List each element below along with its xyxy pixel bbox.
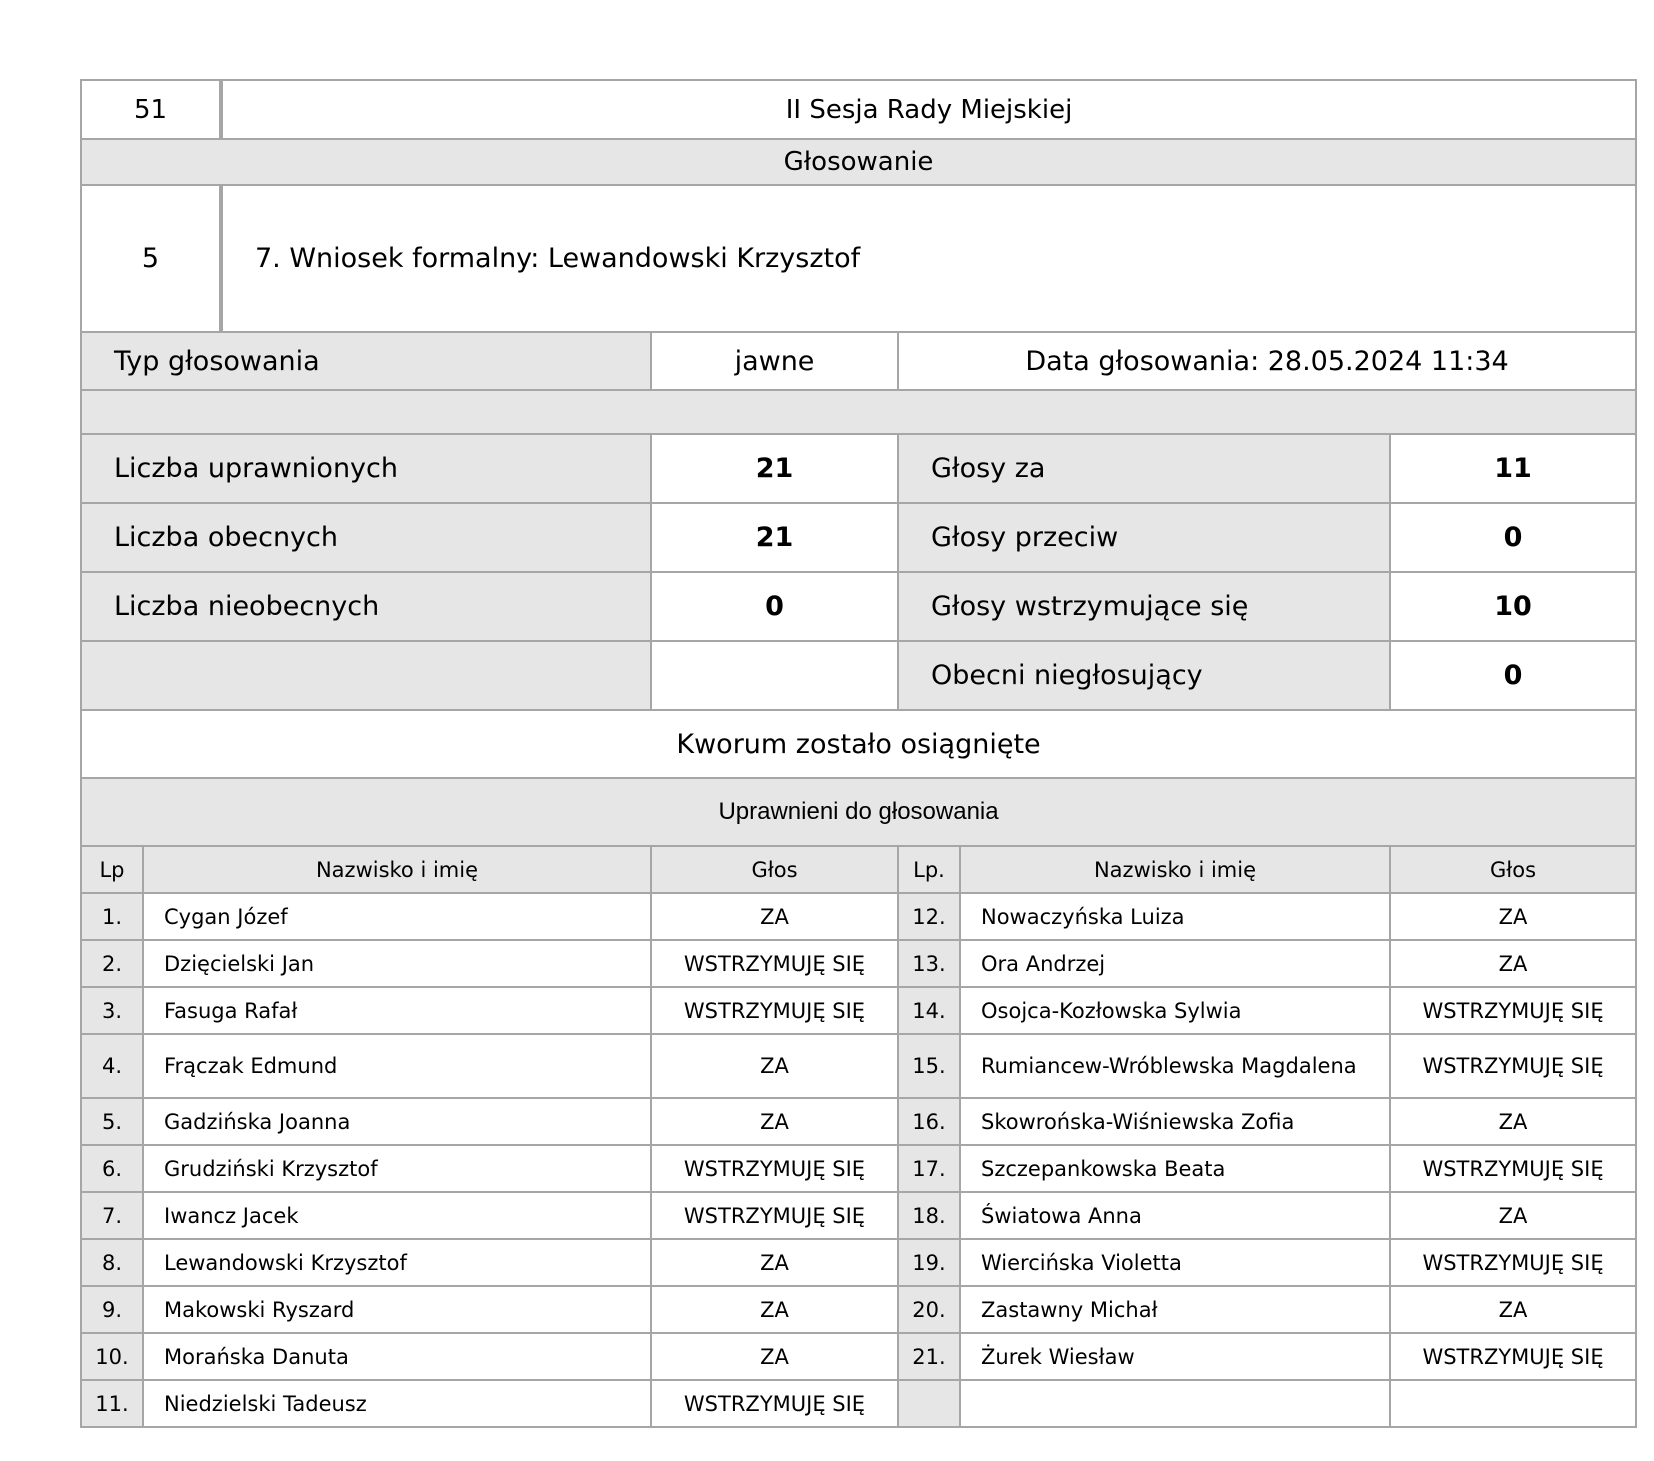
voter-vote: ZA bbox=[651, 1098, 898, 1145]
voter-vote: ZA bbox=[651, 1239, 898, 1286]
voter-name: Grudziński Krzysztof bbox=[143, 1145, 651, 1192]
voter-lp: 1. bbox=[81, 893, 143, 940]
col-vote-right: Głos bbox=[1390, 846, 1636, 893]
voter-name: Makowski Ryszard bbox=[143, 1286, 651, 1333]
voter-name: Żurek Wiesław bbox=[960, 1333, 1390, 1380]
spacer-row bbox=[81, 390, 1636, 434]
table-row bbox=[81, 1145, 1636, 1192]
voter-name: Rumiancew-Wróblewska Magdalena bbox=[960, 1034, 1390, 1098]
quorum-status: Kworum zostało osiągnięte bbox=[81, 710, 1636, 778]
votes-against-count: 0 bbox=[1390, 503, 1636, 572]
voter-vote: ZA bbox=[1390, 1192, 1636, 1239]
abstain-count: 10 bbox=[1390, 572, 1636, 641]
voter-lp: 21. bbox=[898, 1333, 960, 1380]
voter-vote: WSTRZYMUJĘ SIĘ bbox=[651, 1145, 898, 1192]
votes-for-label: Głosy za bbox=[898, 434, 1390, 503]
voter-vote: WSTRZYMUJĘ SIĘ bbox=[1390, 1034, 1636, 1098]
table-row bbox=[81, 1286, 1636, 1333]
present-count: 21 bbox=[651, 503, 898, 572]
voter-vote: WSTRZYMUJĘ SIĘ bbox=[651, 1192, 898, 1239]
voter-vote: ZA bbox=[1390, 893, 1636, 940]
voter-name: Morańska Danuta bbox=[143, 1333, 651, 1380]
voter-lp: 10. bbox=[81, 1333, 143, 1380]
voter-name: Fasuga Rafał bbox=[143, 987, 651, 1034]
voter-vote bbox=[1390, 1380, 1636, 1427]
voter-lp: 7. bbox=[81, 1192, 143, 1239]
not-voting-label: Obecni niegłosujący bbox=[898, 641, 1390, 710]
item-number: 5 bbox=[81, 185, 221, 332]
voter-vote: ZA bbox=[1390, 1098, 1636, 1145]
voter-name: Skowrońska-Wiśniewska Zofia bbox=[960, 1098, 1390, 1145]
voter-vote: ZA bbox=[651, 893, 898, 940]
voter-name: Osojca-Kozłowska Sylwia bbox=[960, 987, 1390, 1034]
session-number: 51 bbox=[81, 80, 221, 139]
voter-name: Ora Andrzej bbox=[960, 940, 1390, 987]
empty-cell bbox=[651, 641, 898, 710]
table-row bbox=[81, 1239, 1636, 1286]
col-lp-left: Lp bbox=[81, 846, 143, 893]
table-row bbox=[81, 1192, 1636, 1239]
not-voting-count: 0 bbox=[1390, 641, 1636, 710]
table-row bbox=[81, 1380, 1636, 1427]
voter-name: Cygan Józef bbox=[143, 893, 651, 940]
voter-lp: 2. bbox=[81, 940, 143, 987]
voter-name: Dzięcielski Jan bbox=[143, 940, 651, 987]
voter-name: Światowa Anna bbox=[960, 1192, 1390, 1239]
voter-vote: WSTRZYMUJĘ SIĘ bbox=[651, 987, 898, 1034]
votes-against-label: Głosy przeciw bbox=[898, 503, 1390, 572]
voter-vote: ZA bbox=[1390, 940, 1636, 987]
voter-lp: 15. bbox=[898, 1034, 960, 1098]
voter-lp: 9. bbox=[81, 1286, 143, 1333]
voter-vote: ZA bbox=[651, 1286, 898, 1333]
absent-count: 0 bbox=[651, 572, 898, 641]
voter-lp: 19. bbox=[898, 1239, 960, 1286]
voter-lp: 18. bbox=[898, 1192, 960, 1239]
voter-lp: 12. bbox=[898, 893, 960, 940]
table-row bbox=[81, 940, 1636, 987]
vote-date: Data głosowania: 28.05.2024 11:34 bbox=[898, 332, 1636, 390]
voter-lp: 4. bbox=[81, 1034, 143, 1098]
voter-vote: WSTRZYMUJĘ SIĘ bbox=[1390, 1239, 1636, 1286]
absent-label: Liczba nieobecnych bbox=[81, 572, 651, 641]
voter-lp: 3. bbox=[81, 987, 143, 1034]
col-name-right: Nazwisko i imię bbox=[960, 846, 1390, 893]
eligible-label: Liczba uprawnionych bbox=[81, 434, 651, 503]
section-title: Głosowanie bbox=[81, 139, 1636, 185]
voter-lp: 17. bbox=[898, 1145, 960, 1192]
voter-lp: 14. bbox=[898, 987, 960, 1034]
table-row bbox=[81, 1333, 1636, 1380]
voter-lp: 20. bbox=[898, 1286, 960, 1333]
voter-lp: 5. bbox=[81, 1098, 143, 1145]
voter-vote: ZA bbox=[651, 1333, 898, 1380]
eligible-count: 21 bbox=[651, 434, 898, 503]
voter-vote: WSTRZYMUJĘ SIĘ bbox=[651, 1380, 898, 1427]
empty-cell bbox=[81, 641, 651, 710]
voter-name: Lewandowski Krzysztof bbox=[143, 1239, 651, 1286]
voter-vote: ZA bbox=[651, 1034, 898, 1098]
voters-title: Uprawnieni do głosowania bbox=[81, 778, 1636, 846]
voter-lp: 13. bbox=[898, 940, 960, 987]
voter-name: Gadzińska Joanna bbox=[143, 1098, 651, 1145]
voter-name: Zastawny Michał bbox=[960, 1286, 1390, 1333]
voter-lp bbox=[898, 1380, 960, 1427]
table-row bbox=[81, 1034, 1636, 1098]
session-title: II Sesja Rady Miejskiej bbox=[221, 80, 1636, 139]
voter-vote: ZA bbox=[1390, 1286, 1636, 1333]
voter-lp: 16. bbox=[898, 1098, 960, 1145]
voter-vote: WSTRZYMUJĘ SIĘ bbox=[651, 940, 898, 987]
voter-lp: 11. bbox=[81, 1380, 143, 1427]
voter-vote: WSTRZYMUJĘ SIĘ bbox=[1390, 1145, 1636, 1192]
voter-name: Niedzielski Tadeusz bbox=[143, 1380, 651, 1427]
voter-lp: 6. bbox=[81, 1145, 143, 1192]
voting-protocol-table bbox=[80, 79, 1637, 1428]
abstain-label: Głosy wstrzymujące się bbox=[898, 572, 1390, 641]
voter-vote: WSTRZYMUJĘ SIĘ bbox=[1390, 1333, 1636, 1380]
voter-name: Frączak Edmund bbox=[143, 1034, 651, 1098]
table-row bbox=[81, 893, 1636, 940]
col-name-left: Nazwisko i imię bbox=[143, 846, 651, 893]
voter-name: Szczepankowska Beata bbox=[960, 1145, 1390, 1192]
voter-name: Iwancz Jacek bbox=[143, 1192, 651, 1239]
vote-type-value: jawne bbox=[651, 332, 898, 390]
voter-name: Wiercińska Violetta bbox=[960, 1239, 1390, 1286]
present-label: Liczba obecnych bbox=[81, 503, 651, 572]
voter-lp: 8. bbox=[81, 1239, 143, 1286]
votes-for-count: 11 bbox=[1390, 434, 1636, 503]
col-lp-right: Lp. bbox=[898, 846, 960, 893]
table-row bbox=[81, 1098, 1636, 1145]
table-row bbox=[81, 987, 1636, 1034]
voter-vote: WSTRZYMUJĘ SIĘ bbox=[1390, 987, 1636, 1034]
vote-type-label: Typ głosowania bbox=[81, 332, 651, 390]
voter-name bbox=[960, 1380, 1390, 1427]
col-vote-left: Głos bbox=[651, 846, 898, 893]
voter-name: Nowaczyńska Luiza bbox=[960, 893, 1390, 940]
item-title: 7. Wniosek formalny: Lewandowski Krzysztof bbox=[221, 185, 1636, 332]
